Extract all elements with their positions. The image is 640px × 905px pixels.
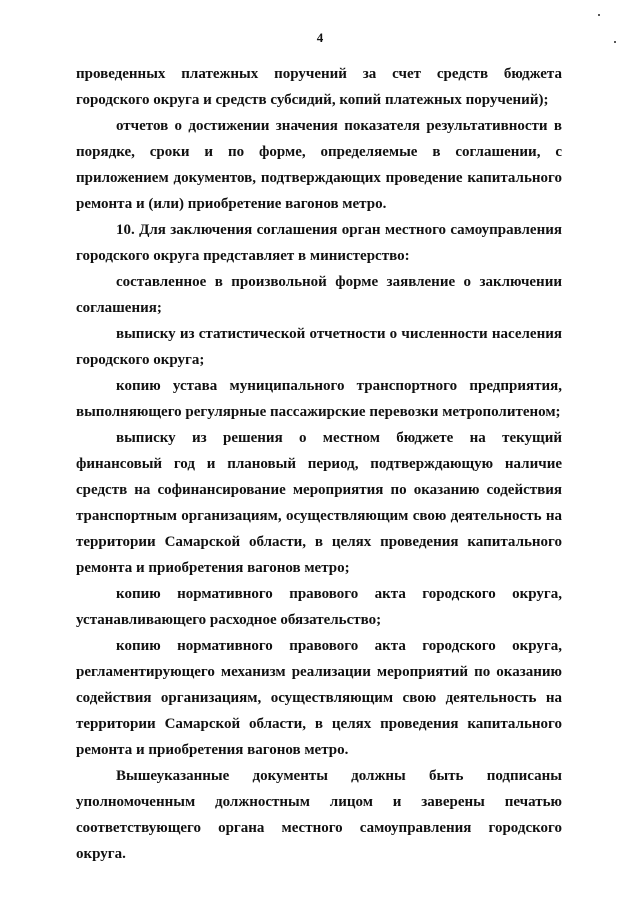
paragraph-item-10: 10. Для заключения соглашения орган местного самоуправления городского округа представляет в министерство: (76, 222, 562, 264)
paragraph-budget-extract: выписку из решения о местном бюджете на текущий финансовый год и плановый период, подтверждающую наличие средств на софинансирование мероприятия по оказанию содействия транспортным организациям, осуществляющим свою деятельность на территории Самарской области, в целях проведения капитального ремонта и приобретения вагонов метро; (76, 430, 562, 576)
paragraph-continuation: проведенных платежных поручений за счет средств бюджета городского округа и средств субсидий, копий платежных поручений); (76, 66, 562, 108)
paragraph-mechanism-act: копию нормативного правового акта городского округа, регламентирующего механизм реализации мероприятий по оказанию содействия организациям, осуществляющим свою деятельность на территории Самарской области, в целях проведения капитального ремонта и приобретения вагонов метро. (76, 638, 562, 758)
paragraph-application: составленное в произвольной форме заявление о заключении соглашения; (76, 274, 562, 316)
page-number: 4 (316, 30, 324, 45)
paragraph-charter: копию устава муниципального транспортного предприятия, выполняющего регулярные пассажирские перевозки метрополитеном; (76, 378, 562, 420)
scan-speck (614, 41, 616, 43)
document-body (76, 61, 562, 867)
scan-speck (598, 14, 600, 16)
paragraph-normative-act: копию нормативного правового акта городского округа, устанавливающего расходное обязательство; (76, 586, 562, 628)
paragraph-signature: Вышеуказанные документы должны быть подписаны уполномоченным должностным лицом и заверены печатью соответствующего органа местного самоуправления городского округа. (76, 768, 562, 862)
paragraph-reports: отчетов о достижении значения показателя результативности в порядке, сроки и по форме, определяемые в соглашении, с приложением документов, подтверждающих проведение капитального ремонта и (или) приобретение вагонов метро. (76, 118, 562, 212)
paragraph-statistics: выписку из статистической отчетности о численности населения городского округа; (76, 326, 562, 368)
